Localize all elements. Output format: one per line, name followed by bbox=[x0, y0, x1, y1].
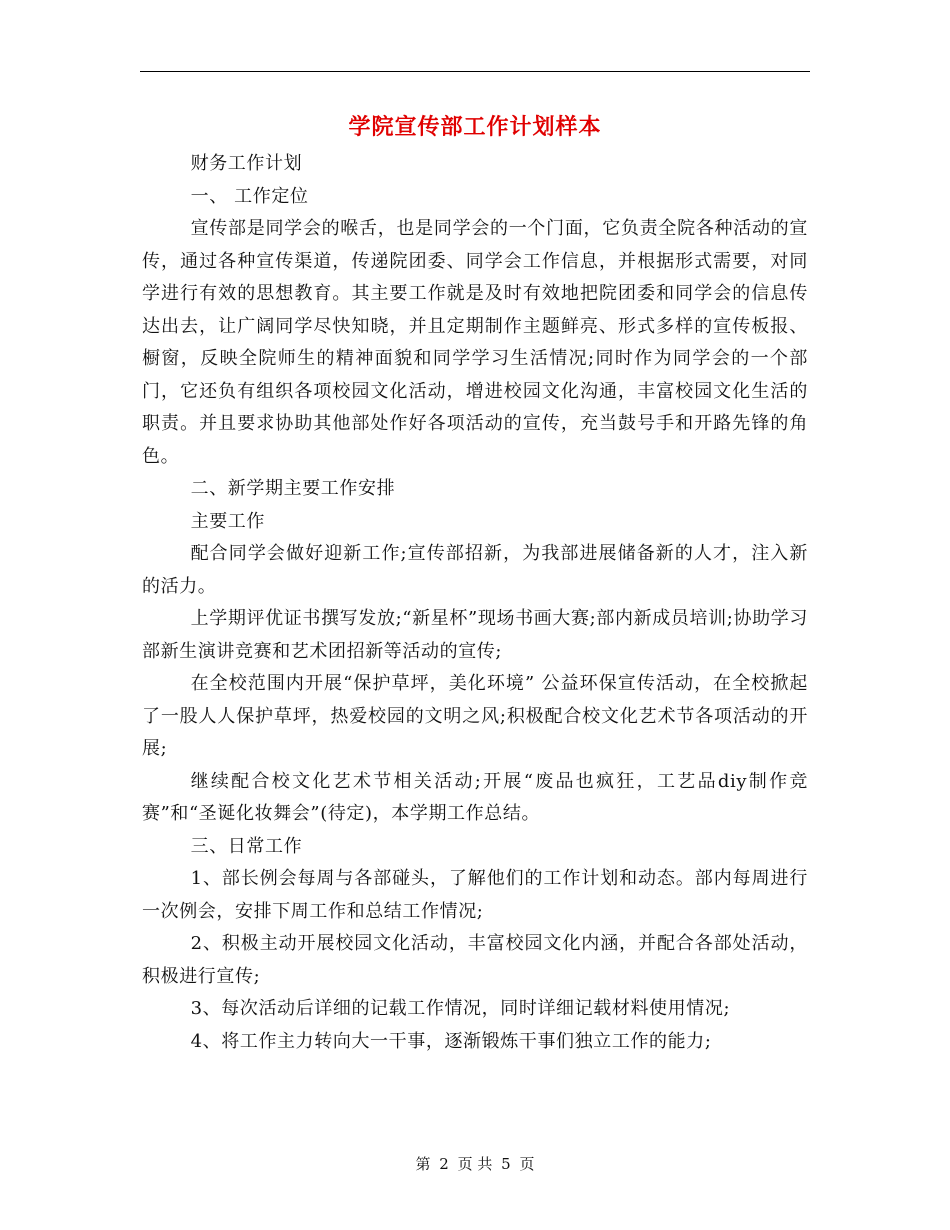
paragraph-main-work-3: 在全校范围内开展“保护草坪，美化环境” 公益环保宣传活动，在全校掀起了一股人人保护草坪，热爱校园的文明之风;积极配合校文化艺术节各项活动的开展; bbox=[142, 673, 808, 759]
paragraph-main-work-2: 上学期评优证书撰写发放;“新星杯”现场书画大赛;部内新成员培训;协助学习部新生演讲竞赛和艺术团招新等活动的宣传; bbox=[142, 608, 808, 662]
paragraph-main-work-4: 继续配合校文化艺术节相关活动;开展“废品也疯狂，工艺品diy制作竞赛”和“圣诞化妆舞会”(待定)，本学期工作总结。 bbox=[142, 770, 808, 824]
paragraph-finance-plan: 财务工作计划 bbox=[190, 153, 303, 174]
heading-main-work: 主要工作 bbox=[190, 510, 265, 532]
footer-page-total: 5 bbox=[501, 1155, 511, 1173]
footer-middle: 页 共 bbox=[457, 1155, 493, 1173]
list-item-daily-3: 3、每次活动后详细的记载工作情况，同时详细记载材料使用情况; bbox=[190, 998, 731, 1019]
list-item-daily-2: 2、积极主动开展校园文化活动，丰富校园文化内涵，并配合各部处活动，积极进行宣传; bbox=[142, 933, 808, 987]
page-footer bbox=[0, 1153, 950, 1174]
footer-suffix: 页 bbox=[519, 1155, 535, 1173]
paragraph-main-work-1: 配合同学会做好迎新工作;宣传部招新，为我部进展储备新的人才，注入新的活力。 bbox=[142, 543, 808, 597]
heading-daily-work: 三、日常工作 bbox=[190, 835, 303, 857]
footer-page-number: 2 bbox=[439, 1155, 449, 1173]
document-title: 学院宣传部工作计划样本 bbox=[348, 114, 602, 140]
header-rule bbox=[140, 71, 810, 72]
document-body bbox=[142, 148, 808, 1058]
footer-prefix: 第 bbox=[415, 1155, 431, 1173]
list-item-daily-1: 1、部长例会每周与各部碰头，了解他们的工作计划和动态。部内每周进行一次例会，安排下周工作和总结工作情况; bbox=[142, 868, 808, 922]
heading-new-semester: 二、新学期主要工作安排 bbox=[190, 478, 396, 499]
paragraph-positioning-body: 宣传部是同学会的喉舌，也是同学会的一个门面，它负责全院各种活动的宣传，通过各种宣传渠道，传递院团委、同学会工作信息，并根据形式需要，对同学进行有效的思想教育。其主要工作就是及时有效地把院团委和同学会的信息传达出去，让广阔同学尽快知晓，并且定期制作主题鲜亮、形式多样的宣传板报、橱窗，反映全院师生的精神面貌和同学学习生活情况;同时作为同学会的一个部门，它还负有组织各项校园文化活动，增进校园文化沟通，丰富校园文化生活的职责。并且要求协助其他部处作好各项活动的宣传，充当鼓号手和开路先锋的角色。 bbox=[142, 218, 808, 467]
list-item-daily-4: 4、将工作主力转向大一干事，逐渐锻炼干事们独立工作的能力; bbox=[190, 1030, 712, 1052]
heading-work-positioning: 一、 工作定位 bbox=[190, 185, 309, 207]
